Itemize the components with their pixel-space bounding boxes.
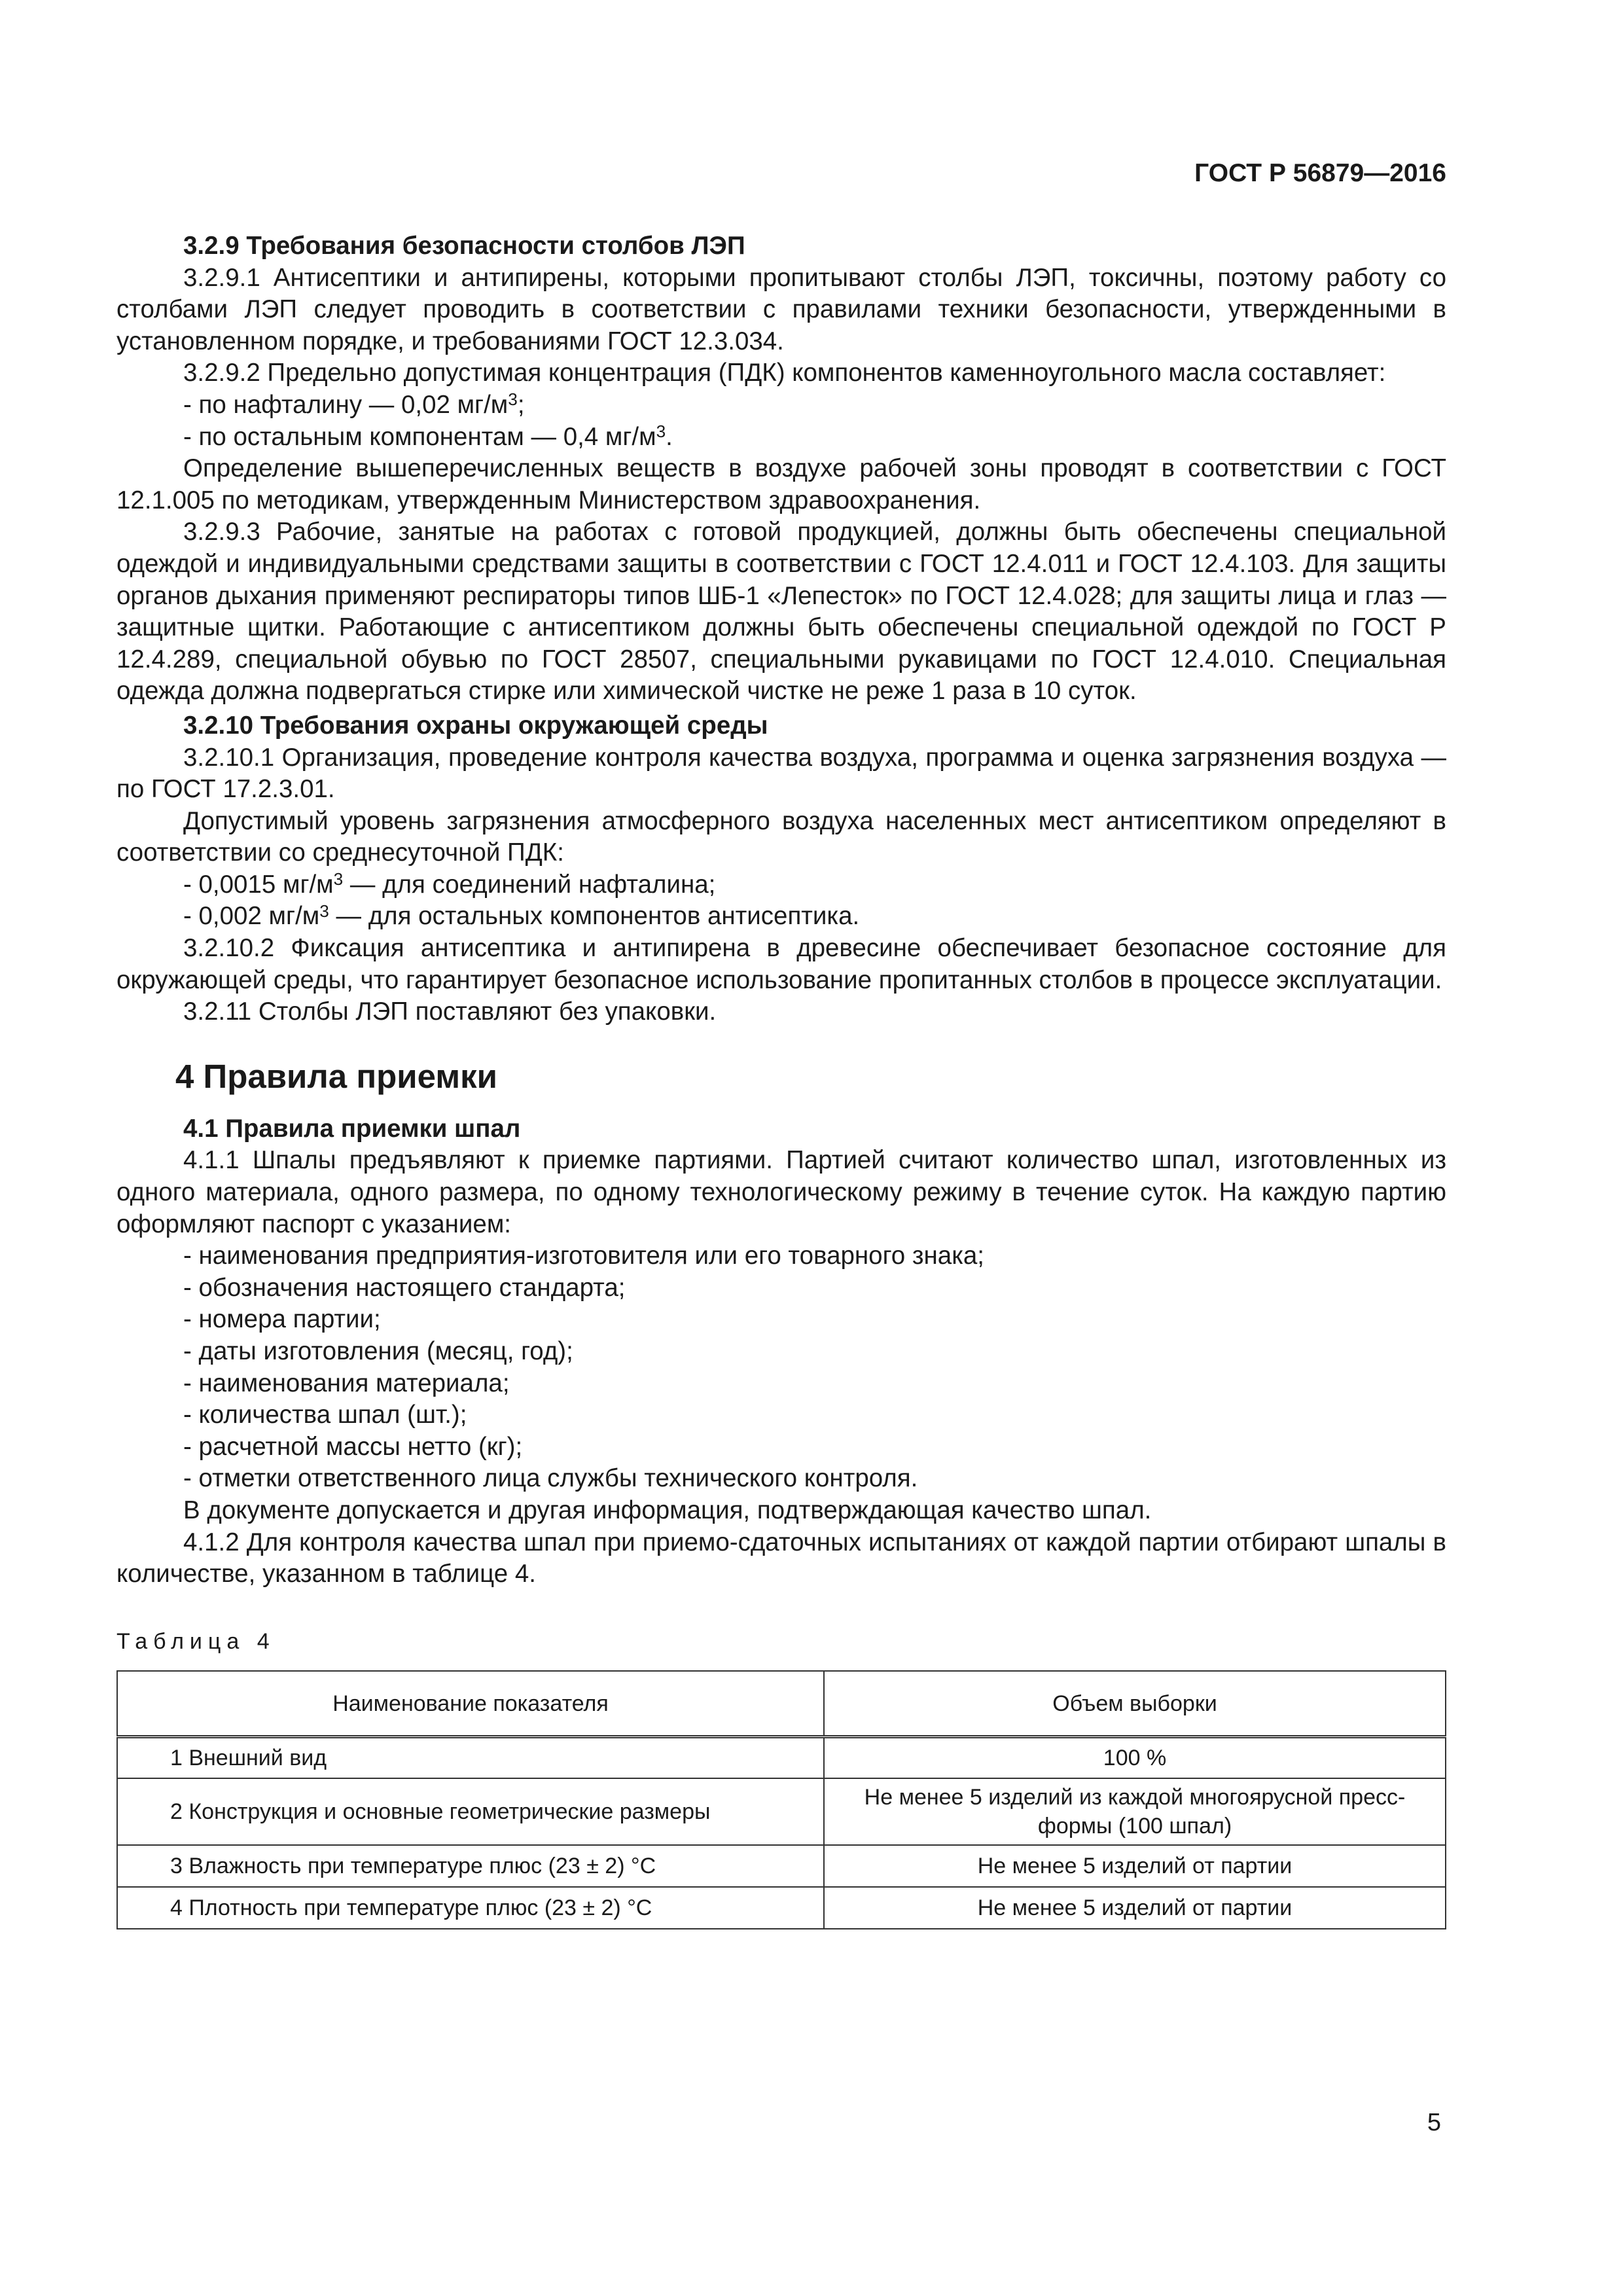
table-cell: Не менее 5 изделий из каждой многоярусной пресс-формы (100 шпал) bbox=[824, 1778, 1446, 1845]
list-item: - количества шпал (шт.); bbox=[183, 1401, 467, 1429]
list-item: - наименования предприятия-изготовителя или его товарного знака; bbox=[183, 1242, 984, 1270]
table-cell: 2 Конструкция и основные геометрические размеры bbox=[117, 1778, 824, 1845]
paragraph-4-1-1: 4.1.1 Шпалы предъявляют к приемке партиями. Партией считают количество шпал, изготовленных из одного материала, одного размера, по одному технологическому режиму в течение суток. На каждую партию оформляют паспорт с указанием: bbox=[116, 1146, 1446, 1238]
table-row bbox=[117, 1845, 1446, 1887]
paragraph-3-2-10-1: 3.2.10.1 Организация, проведение контроля качества воздуха, программа и оценка загрязнения воздуха — по ГОСТ 17.2.3.01. bbox=[116, 743, 1446, 804]
paragraph-other-info: В документе допускается и другая информация, подтверждающая качество шпал. bbox=[183, 1496, 1152, 1524]
table-header-cell: Объем выборки bbox=[824, 1671, 1446, 1736]
table-header-cell: Наименование показателя bbox=[117, 1671, 824, 1736]
list-item: - обозначения настоящего стандарта; bbox=[183, 1273, 626, 1302]
table-header-row bbox=[117, 1671, 1446, 1736]
table-row bbox=[117, 1887, 1446, 1929]
paragraph-3-2-11: 3.2.11 Столбы ЛЭП поставляют без упаковки. bbox=[183, 997, 717, 1026]
table-row bbox=[117, 1778, 1446, 1845]
table-cell: Не менее 5 изделий от партии bbox=[824, 1845, 1446, 1887]
section-4-1-heading: 4.1 Правила приемки шпал bbox=[183, 1114, 521, 1143]
list-item: - отметки ответственного лица службы технического контроля. bbox=[183, 1464, 918, 1493]
section-3-2-9-heading: 3.2.9 Требования безопасности столбов ЛЭП bbox=[183, 232, 745, 260]
list-item: - наименования материала; bbox=[183, 1369, 510, 1397]
section-3-2-10-heading: 3.2.10 Требования охраны окружающей среды bbox=[183, 711, 768, 740]
table-caption: Таблица 4 bbox=[116, 1628, 276, 1654]
page-number: 5 bbox=[1427, 2109, 1441, 2136]
table-cell: 4 Плотность при температуре плюс (23 ± 2) °С bbox=[117, 1887, 824, 1929]
paragraph-3-2-9-3: 3.2.9.3 Рабочие, занятые на работах с готовой продукцией, должны быть обеспечены специальной одеждой и индивидуальными средствами защиты в соответствии с ГОСТ 12.4.011 и ГОСТ 12.4.103. Для защиты органов дыхания применяют респираторы типов ШБ-1 «Лепесток» по ГОСТ 12.4.028; для защиты лица и глаз — защитные щитки. Работающие с антисептиком должны быть обеспечены специальной одеждой по ГОСТ Р 12.4.289, специальной обувью по ГОСТ 28507, специальными рукавицами по ГОСТ 12.4.010. Специальная одежда должна подвергаться стирке или химической чистке не реже 1 раза в 10 суток. bbox=[116, 518, 1446, 706]
table-cell: Не менее 5 изделий от партии bbox=[824, 1887, 1446, 1929]
table-cell: 1 Внешний вид bbox=[117, 1736, 824, 1778]
table-cell: 3 Влажность при температуре плюс (23 ± 2) °С bbox=[117, 1845, 824, 1887]
table-row bbox=[117, 1736, 1446, 1778]
table-4 bbox=[116, 1670, 1446, 1929]
document-body bbox=[116, 230, 1446, 1929]
paragraph-4-1-2: 4.1.2 Для контроля качества шпал при приемо-сдаточных испытаниях от каждой партии отбирают шпалы в количестве, указанном в таблице 4. bbox=[116, 1528, 1446, 1588]
list-item: - даты изготовления (месяц, год); bbox=[183, 1337, 573, 1365]
document-header-id: ГОСТ Р 56879—2016 bbox=[1194, 159, 1446, 187]
table-cell: 100 % bbox=[824, 1736, 1446, 1778]
list-item: - расчетной массы нетто (кг); bbox=[183, 1432, 523, 1461]
paragraph-3-2-9-1: 3.2.9.1 Антисептики и антипирены, которыми пропитывают столбы ЛЭП, токсичны, поэтому работу со столбами ЛЭП следует проводить в соответствии с правилами техники безопасности, утвержденными в установленном порядке, и требованиями ГОСТ 12.3.034. bbox=[116, 263, 1446, 355]
paragraph-3-2-10-2: 3.2.10.2 Фиксация антисептика и антипирена в древесине обеспечивает безопасное состояние для окружающей среды, что гарантирует безопасное использование пропитанных столбов в процессе эксплуатации. bbox=[116, 934, 1446, 994]
paragraph-3-2-9-2: 3.2.9.2 Предельно допустимая концентрация (ПДК) компонентов каменноугольного масла составляет: bbox=[183, 359, 1386, 387]
list-item: - 0,002 $мг/м^3$ — для остальных компонентов антисептика. bbox=[183, 901, 860, 931]
list-item: - номера партии; bbox=[183, 1305, 381, 1334]
paragraph-determination: Определение вышеперечисленных веществ в воздухе рабочей зоны проводят в соответствии с ГОСТ 12.1.005 по методикам, утвержденным Министерством здравоохранения. bbox=[116, 454, 1446, 514]
section-4-heading: 4 Правила приемки bbox=[175, 1057, 497, 1095]
paragraph-allowed-level: Допустимый уровень загрязнения атмосферного воздуха населенных мест антисептиком определяют в соответствии со среднесуточной ПДК: bbox=[116, 806, 1446, 867]
list-item: - по нафталину — 0,02 $мг/м^3$; bbox=[183, 389, 525, 419]
list-item: - по остальным компонентам — 0,4 $мг/м^3$. bbox=[183, 421, 673, 451]
list-item: - 0,0015 $мг/м^3$ — для соединений нафталина; bbox=[183, 869, 716, 899]
